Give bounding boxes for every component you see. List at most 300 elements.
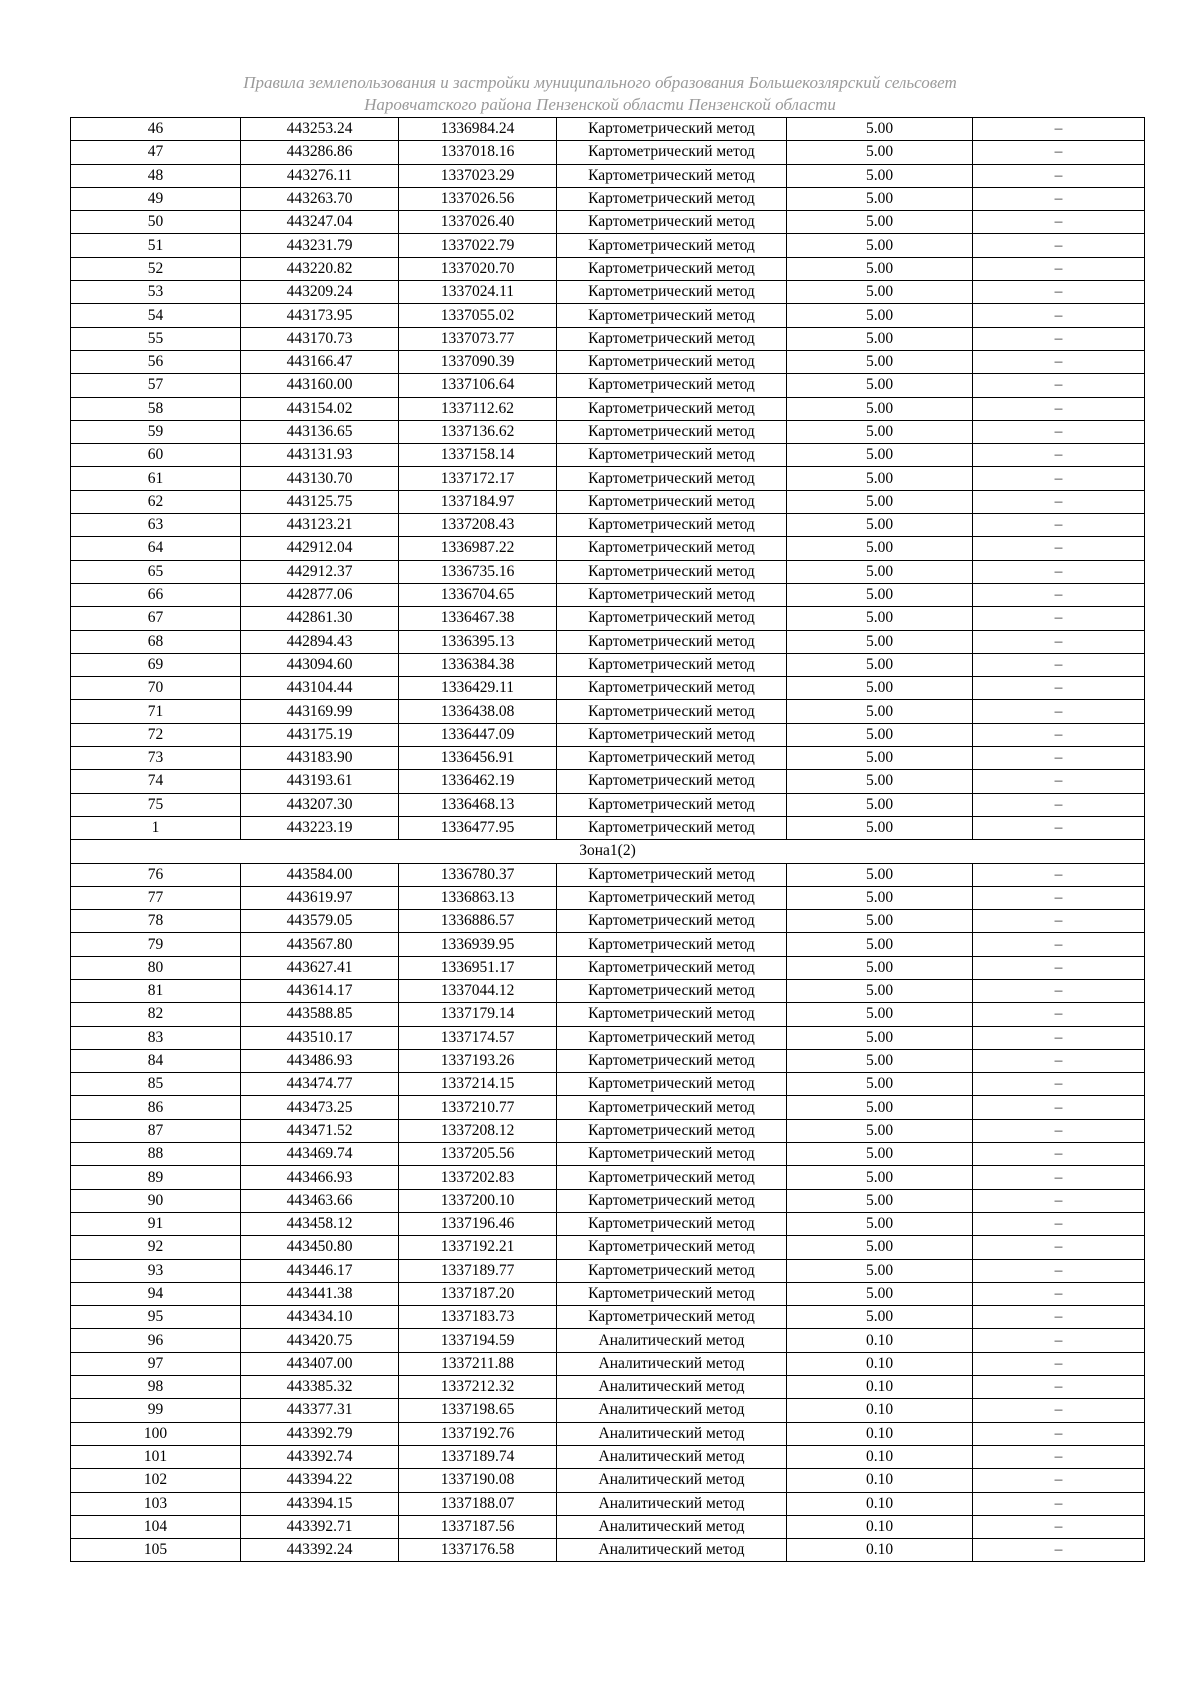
x-coordinate-cell: 443588.85 xyxy=(241,1003,399,1026)
y-coordinate-cell: 1337112.62 xyxy=(399,397,557,420)
x-coordinate-cell: 442861.30 xyxy=(241,607,399,630)
y-coordinate-cell: 1337020.70 xyxy=(399,257,557,280)
point-number-cell: 88 xyxy=(71,1143,241,1166)
y-coordinate-cell: 1337190.08 xyxy=(399,1469,557,1492)
accuracy-cell: 5.00 xyxy=(787,234,973,257)
method-cell: Аналитический метод xyxy=(557,1515,787,1538)
x-coordinate-cell: 443463.66 xyxy=(241,1189,399,1212)
accuracy-cell: 5.00 xyxy=(787,747,973,770)
method-cell: Картометрический метод xyxy=(557,234,787,257)
accuracy-cell: 5.00 xyxy=(787,164,973,187)
accuracy-cell: 5.00 xyxy=(787,281,973,304)
y-coordinate-cell: 1337136.62 xyxy=(399,420,557,443)
method-cell: Картометрический метод xyxy=(557,816,787,839)
table-row xyxy=(71,257,1145,280)
zone-label: Зона1(2) xyxy=(71,840,1145,863)
y-coordinate-cell: 1337176.58 xyxy=(399,1539,557,1562)
x-coordinate-cell: 443247.04 xyxy=(241,211,399,234)
y-coordinate-cell: 1337044.12 xyxy=(399,979,557,1002)
accuracy-cell: 0.10 xyxy=(787,1352,973,1375)
y-coordinate-cell: 1337202.83 xyxy=(399,1166,557,1189)
y-coordinate-cell: 1336939.95 xyxy=(399,933,557,956)
point-number-cell: 96 xyxy=(71,1329,241,1352)
note-cell: – xyxy=(973,1003,1145,1026)
y-coordinate-cell: 1337200.10 xyxy=(399,1189,557,1212)
method-cell: Картометрический метод xyxy=(557,141,787,164)
point-number-cell: 89 xyxy=(71,1166,241,1189)
point-number-cell: 105 xyxy=(71,1539,241,1562)
note-cell: – xyxy=(973,1539,1145,1562)
accuracy-cell: 5.00 xyxy=(787,607,973,630)
accuracy-cell: 5.00 xyxy=(787,1282,973,1305)
point-number-cell: 103 xyxy=(71,1492,241,1515)
point-number-cell: 94 xyxy=(71,1282,241,1305)
note-cell: – xyxy=(973,1026,1145,1049)
y-coordinate-cell: 1336395.13 xyxy=(399,630,557,653)
x-coordinate-cell: 443154.02 xyxy=(241,397,399,420)
method-cell: Картометрический метод xyxy=(557,1166,787,1189)
accuracy-cell: 0.10 xyxy=(787,1539,973,1562)
x-coordinate-cell: 443614.17 xyxy=(241,979,399,1002)
coordinates-table xyxy=(70,117,1145,1562)
method-cell: Картометрический метод xyxy=(557,537,787,560)
method-cell: Аналитический метод xyxy=(557,1399,787,1422)
accuracy-cell: 5.00 xyxy=(787,141,973,164)
accuracy-cell: 5.00 xyxy=(787,933,973,956)
point-number-cell: 50 xyxy=(71,211,241,234)
table-row xyxy=(71,234,1145,257)
method-cell: Картометрический метод xyxy=(557,1049,787,1072)
note-cell: – xyxy=(973,723,1145,746)
accuracy-cell: 5.00 xyxy=(787,444,973,467)
y-coordinate-cell: 1337210.77 xyxy=(399,1096,557,1119)
method-cell: Картометрический метод xyxy=(557,374,787,397)
method-cell: Картометрический метод xyxy=(557,1212,787,1235)
method-cell: Аналитический метод xyxy=(557,1445,787,1468)
accuracy-cell: 5.00 xyxy=(787,816,973,839)
method-cell: Картометрический метод xyxy=(557,514,787,537)
method-cell: Картометрический метод xyxy=(557,607,787,630)
y-coordinate-cell: 1337172.17 xyxy=(399,467,557,490)
point-number-cell: 101 xyxy=(71,1445,241,1468)
accuracy-cell: 5.00 xyxy=(787,1119,973,1142)
note-cell: – xyxy=(973,1352,1145,1375)
note-cell: – xyxy=(973,1049,1145,1072)
note-cell: – xyxy=(973,793,1145,816)
point-number-cell: 46 xyxy=(71,118,241,141)
header-line-2: Наровчатского района Пензенской области Пензенской области xyxy=(364,95,836,114)
y-coordinate-cell: 1337208.12 xyxy=(399,1119,557,1142)
x-coordinate-cell: 443394.22 xyxy=(241,1469,399,1492)
method-cell: Картометрический метод xyxy=(557,444,787,467)
method-cell: Картометрический метод xyxy=(557,723,787,746)
note-cell: – xyxy=(973,374,1145,397)
table-row xyxy=(71,677,1145,700)
accuracy-cell: 5.00 xyxy=(787,1189,973,1212)
point-number-cell: 64 xyxy=(71,537,241,560)
method-cell: Картометрический метод xyxy=(557,397,787,420)
table-row xyxy=(71,1166,1145,1189)
x-coordinate-cell: 443619.97 xyxy=(241,886,399,909)
y-coordinate-cell: 1337193.26 xyxy=(399,1049,557,1072)
x-coordinate-cell: 443407.00 xyxy=(241,1352,399,1375)
note-cell: – xyxy=(973,607,1145,630)
x-coordinate-cell: 443209.24 xyxy=(241,281,399,304)
method-cell: Картометрический метод xyxy=(557,863,787,886)
x-coordinate-cell: 443392.79 xyxy=(241,1422,399,1445)
point-number-cell: 95 xyxy=(71,1306,241,1329)
accuracy-cell: 5.00 xyxy=(787,514,973,537)
method-cell: Картометрический метод xyxy=(557,793,787,816)
table-row xyxy=(71,327,1145,350)
method-cell: Картометрический метод xyxy=(557,1259,787,1282)
x-coordinate-cell: 443175.19 xyxy=(241,723,399,746)
accuracy-cell: 5.00 xyxy=(787,537,973,560)
table-row xyxy=(71,444,1145,467)
note-cell: – xyxy=(973,630,1145,653)
y-coordinate-cell: 1337194.59 xyxy=(399,1329,557,1352)
y-coordinate-cell: 1337024.11 xyxy=(399,281,557,304)
point-number-cell: 83 xyxy=(71,1026,241,1049)
table-row xyxy=(71,514,1145,537)
note-cell: – xyxy=(973,979,1145,1002)
accuracy-cell: 5.00 xyxy=(787,1166,973,1189)
x-coordinate-cell: 443392.74 xyxy=(241,1445,399,1468)
method-cell: Картометрический метод xyxy=(557,1143,787,1166)
note-cell: – xyxy=(973,863,1145,886)
point-number-cell: 49 xyxy=(71,187,241,210)
accuracy-cell: 5.00 xyxy=(787,327,973,350)
table-row xyxy=(71,770,1145,793)
x-coordinate-cell: 443123.21 xyxy=(241,514,399,537)
method-cell: Картометрический метод xyxy=(557,490,787,513)
x-coordinate-cell: 443276.11 xyxy=(241,164,399,187)
x-coordinate-cell: 443473.25 xyxy=(241,1096,399,1119)
accuracy-cell: 5.00 xyxy=(787,583,973,606)
method-cell: Картометрический метод xyxy=(557,747,787,770)
x-coordinate-cell: 443474.77 xyxy=(241,1073,399,1096)
note-cell: – xyxy=(973,770,1145,793)
method-cell: Аналитический метод xyxy=(557,1492,787,1515)
y-coordinate-cell: 1337192.21 xyxy=(399,1236,557,1259)
x-coordinate-cell: 443160.00 xyxy=(241,374,399,397)
table-row xyxy=(71,187,1145,210)
x-coordinate-cell: 443193.61 xyxy=(241,770,399,793)
point-number-cell: 62 xyxy=(71,490,241,513)
table-row xyxy=(71,1306,1145,1329)
y-coordinate-cell: 1337187.20 xyxy=(399,1282,557,1305)
accuracy-cell: 5.00 xyxy=(787,677,973,700)
x-coordinate-cell: 443130.70 xyxy=(241,467,399,490)
point-number-cell: 93 xyxy=(71,1259,241,1282)
method-cell: Картометрический метод xyxy=(557,420,787,443)
method-cell: Картометрический метод xyxy=(557,1236,787,1259)
accuracy-cell: 5.00 xyxy=(787,863,973,886)
point-number-cell: 78 xyxy=(71,910,241,933)
note-cell: – xyxy=(973,537,1145,560)
y-coordinate-cell: 1337189.74 xyxy=(399,1445,557,1468)
method-cell: Картометрический метод xyxy=(557,257,787,280)
y-coordinate-cell: 1336468.13 xyxy=(399,793,557,816)
note-cell: – xyxy=(973,164,1145,187)
x-coordinate-cell: 443094.60 xyxy=(241,653,399,676)
x-coordinate-cell: 443584.00 xyxy=(241,863,399,886)
table-row xyxy=(71,933,1145,956)
table-row xyxy=(71,630,1145,653)
x-coordinate-cell: 443458.12 xyxy=(241,1212,399,1235)
table-row xyxy=(71,1422,1145,1445)
note-cell: – xyxy=(973,886,1145,909)
point-number-cell: 91 xyxy=(71,1212,241,1235)
table-row xyxy=(71,1189,1145,1212)
table-row xyxy=(71,793,1145,816)
table-row xyxy=(71,700,1145,723)
point-number-cell: 100 xyxy=(71,1422,241,1445)
method-cell: Картометрический метод xyxy=(557,979,787,1002)
y-coordinate-cell: 1336384.38 xyxy=(399,653,557,676)
accuracy-cell: 5.00 xyxy=(787,560,973,583)
y-coordinate-cell: 1337184.97 xyxy=(399,490,557,513)
table-row xyxy=(71,1143,1145,1166)
y-coordinate-cell: 1336438.08 xyxy=(399,700,557,723)
table-row xyxy=(71,420,1145,443)
note-cell: – xyxy=(973,1492,1145,1515)
point-number-cell: 65 xyxy=(71,560,241,583)
x-coordinate-cell: 443170.73 xyxy=(241,327,399,350)
note-cell: – xyxy=(973,1073,1145,1096)
x-coordinate-cell: 443220.82 xyxy=(241,257,399,280)
method-cell: Картометрический метод xyxy=(557,1073,787,1096)
x-coordinate-cell: 443169.99 xyxy=(241,700,399,723)
y-coordinate-cell: 1336447.09 xyxy=(399,723,557,746)
note-cell: – xyxy=(973,467,1145,490)
method-cell: Картометрический метод xyxy=(557,1189,787,1212)
accuracy-cell: 5.00 xyxy=(787,1143,973,1166)
table-row xyxy=(71,607,1145,630)
y-coordinate-cell: 1337211.88 xyxy=(399,1352,557,1375)
x-coordinate-cell: 443420.75 xyxy=(241,1329,399,1352)
point-number-cell: 52 xyxy=(71,257,241,280)
y-coordinate-cell: 1337022.79 xyxy=(399,234,557,257)
method-cell: Картометрический метод xyxy=(557,910,787,933)
method-cell: Аналитический метод xyxy=(557,1469,787,1492)
table-row xyxy=(71,956,1145,979)
accuracy-cell: 5.00 xyxy=(787,1026,973,1049)
point-number-cell: 66 xyxy=(71,583,241,606)
point-number-cell: 102 xyxy=(71,1469,241,1492)
point-number-cell: 84 xyxy=(71,1049,241,1072)
header-line-1: Правила землепользования и застройки муниципального образования Большекозлярский сельсовет xyxy=(243,73,957,92)
accuracy-cell: 5.00 xyxy=(787,793,973,816)
note-cell: – xyxy=(973,490,1145,513)
table-row xyxy=(71,653,1145,676)
table-row xyxy=(71,910,1145,933)
coordinates-table-body xyxy=(71,118,1145,1562)
point-number-cell: 73 xyxy=(71,747,241,770)
table-row xyxy=(71,1445,1145,1468)
note-cell: – xyxy=(973,350,1145,373)
accuracy-cell: 0.10 xyxy=(787,1422,973,1445)
table-row xyxy=(71,816,1145,839)
y-coordinate-cell: 1336987.22 xyxy=(399,537,557,560)
point-number-cell: 56 xyxy=(71,350,241,373)
accuracy-cell: 5.00 xyxy=(787,956,973,979)
note-cell: – xyxy=(973,1212,1145,1235)
table-row xyxy=(71,304,1145,327)
accuracy-cell: 5.00 xyxy=(787,1306,973,1329)
point-number-cell: 67 xyxy=(71,607,241,630)
point-number-cell: 54 xyxy=(71,304,241,327)
method-cell: Картометрический метод xyxy=(557,187,787,210)
y-coordinate-cell: 1337205.56 xyxy=(399,1143,557,1166)
x-coordinate-cell: 443627.41 xyxy=(241,956,399,979)
point-number-cell: 77 xyxy=(71,886,241,909)
table-row xyxy=(71,281,1145,304)
table-row xyxy=(71,350,1145,373)
note-cell: – xyxy=(973,1329,1145,1352)
y-coordinate-cell: 1337023.29 xyxy=(399,164,557,187)
table-row xyxy=(71,1049,1145,1072)
method-cell: Картометрический метод xyxy=(557,327,787,350)
table-row xyxy=(71,723,1145,746)
table-row xyxy=(71,211,1145,234)
accuracy-cell: 5.00 xyxy=(787,770,973,793)
note-cell: – xyxy=(973,1189,1145,1212)
point-number-cell: 57 xyxy=(71,374,241,397)
accuracy-cell: 5.00 xyxy=(787,1049,973,1072)
method-cell: Картометрический метод xyxy=(557,1119,787,1142)
accuracy-cell: 5.00 xyxy=(787,211,973,234)
table-row xyxy=(71,979,1145,1002)
point-number-cell: 76 xyxy=(71,863,241,886)
point-number-cell: 63 xyxy=(71,514,241,537)
note-cell: – xyxy=(973,677,1145,700)
x-coordinate-cell: 443173.95 xyxy=(241,304,399,327)
x-coordinate-cell: 443377.31 xyxy=(241,1399,399,1422)
point-number-cell: 61 xyxy=(71,467,241,490)
method-cell: Картометрический метод xyxy=(557,304,787,327)
x-coordinate-cell: 443231.79 xyxy=(241,234,399,257)
y-coordinate-cell: 1336984.24 xyxy=(399,118,557,141)
y-coordinate-cell: 1337188.07 xyxy=(399,1492,557,1515)
table-row xyxy=(71,863,1145,886)
table-row xyxy=(71,1003,1145,1026)
method-cell: Картометрический метод xyxy=(557,700,787,723)
table-row xyxy=(71,1282,1145,1305)
table-row xyxy=(71,560,1145,583)
accuracy-cell: 0.10 xyxy=(787,1515,973,1538)
point-number-cell: 58 xyxy=(71,397,241,420)
x-coordinate-cell: 443131.93 xyxy=(241,444,399,467)
table-row xyxy=(71,1469,1145,1492)
x-coordinate-cell: 443469.74 xyxy=(241,1143,399,1166)
y-coordinate-cell: 1336456.91 xyxy=(399,747,557,770)
note-cell: – xyxy=(973,1096,1145,1119)
x-coordinate-cell: 443166.47 xyxy=(241,350,399,373)
point-number-cell: 90 xyxy=(71,1189,241,1212)
y-coordinate-cell: 1337026.40 xyxy=(399,211,557,234)
point-number-cell: 86 xyxy=(71,1096,241,1119)
table-row xyxy=(71,537,1145,560)
y-coordinate-cell: 1336477.95 xyxy=(399,816,557,839)
point-number-cell: 104 xyxy=(71,1515,241,1538)
table-row xyxy=(71,397,1145,420)
zone-header-row xyxy=(71,840,1145,863)
x-coordinate-cell: 443471.52 xyxy=(241,1119,399,1142)
note-cell: – xyxy=(973,653,1145,676)
accuracy-cell: 5.00 xyxy=(787,187,973,210)
page-header xyxy=(0,72,1200,116)
note-cell: – xyxy=(973,1143,1145,1166)
table-row xyxy=(71,1515,1145,1538)
table-row xyxy=(71,1026,1145,1049)
x-coordinate-cell: 443450.80 xyxy=(241,1236,399,1259)
table-row xyxy=(71,747,1145,770)
point-number-cell: 51 xyxy=(71,234,241,257)
x-coordinate-cell: 443567.80 xyxy=(241,933,399,956)
accuracy-cell: 5.00 xyxy=(787,350,973,373)
method-cell: Картометрический метод xyxy=(557,583,787,606)
x-coordinate-cell: 443104.44 xyxy=(241,677,399,700)
accuracy-cell: 5.00 xyxy=(787,1212,973,1235)
method-cell: Аналитический метод xyxy=(557,1352,787,1375)
method-cell: Картометрический метод xyxy=(557,1282,787,1305)
accuracy-cell: 5.00 xyxy=(787,1096,973,1119)
x-coordinate-cell: 443394.15 xyxy=(241,1492,399,1515)
method-cell: Картометрический метод xyxy=(557,164,787,187)
table-row xyxy=(71,490,1145,513)
x-coordinate-cell: 443223.19 xyxy=(241,816,399,839)
method-cell: Картометрический метод xyxy=(557,281,787,304)
table-row xyxy=(71,141,1145,164)
note-cell: – xyxy=(973,560,1145,583)
y-coordinate-cell: 1336886.57 xyxy=(399,910,557,933)
y-coordinate-cell: 1337196.46 xyxy=(399,1212,557,1235)
y-coordinate-cell: 1336462.19 xyxy=(399,770,557,793)
x-coordinate-cell: 442877.06 xyxy=(241,583,399,606)
accuracy-cell: 5.00 xyxy=(787,630,973,653)
accuracy-cell: 5.00 xyxy=(787,886,973,909)
y-coordinate-cell: 1337183.73 xyxy=(399,1306,557,1329)
method-cell: Картометрический метод xyxy=(557,1306,787,1329)
table-row xyxy=(71,1119,1145,1142)
y-coordinate-cell: 1336780.37 xyxy=(399,863,557,886)
table-row xyxy=(71,1073,1145,1096)
accuracy-cell: 5.00 xyxy=(787,374,973,397)
table-row xyxy=(71,583,1145,606)
accuracy-cell: 5.00 xyxy=(787,1259,973,1282)
note-cell: – xyxy=(973,1422,1145,1445)
note-cell: – xyxy=(973,1166,1145,1189)
point-number-cell: 97 xyxy=(71,1352,241,1375)
y-coordinate-cell: 1337187.56 xyxy=(399,1515,557,1538)
x-coordinate-cell: 443486.93 xyxy=(241,1049,399,1072)
table-row xyxy=(71,1096,1145,1119)
note-cell: – xyxy=(973,118,1145,141)
x-coordinate-cell: 442894.43 xyxy=(241,630,399,653)
accuracy-cell: 0.10 xyxy=(787,1399,973,1422)
point-number-cell: 48 xyxy=(71,164,241,187)
x-coordinate-cell: 443136.65 xyxy=(241,420,399,443)
note-cell: – xyxy=(973,1236,1145,1259)
method-cell: Картометрический метод xyxy=(557,350,787,373)
point-number-cell: 81 xyxy=(71,979,241,1002)
y-coordinate-cell: 1337018.16 xyxy=(399,141,557,164)
y-coordinate-cell: 1337026.56 xyxy=(399,187,557,210)
table-row xyxy=(71,374,1145,397)
note-cell: – xyxy=(973,327,1145,350)
method-cell: Картометрический метод xyxy=(557,1026,787,1049)
